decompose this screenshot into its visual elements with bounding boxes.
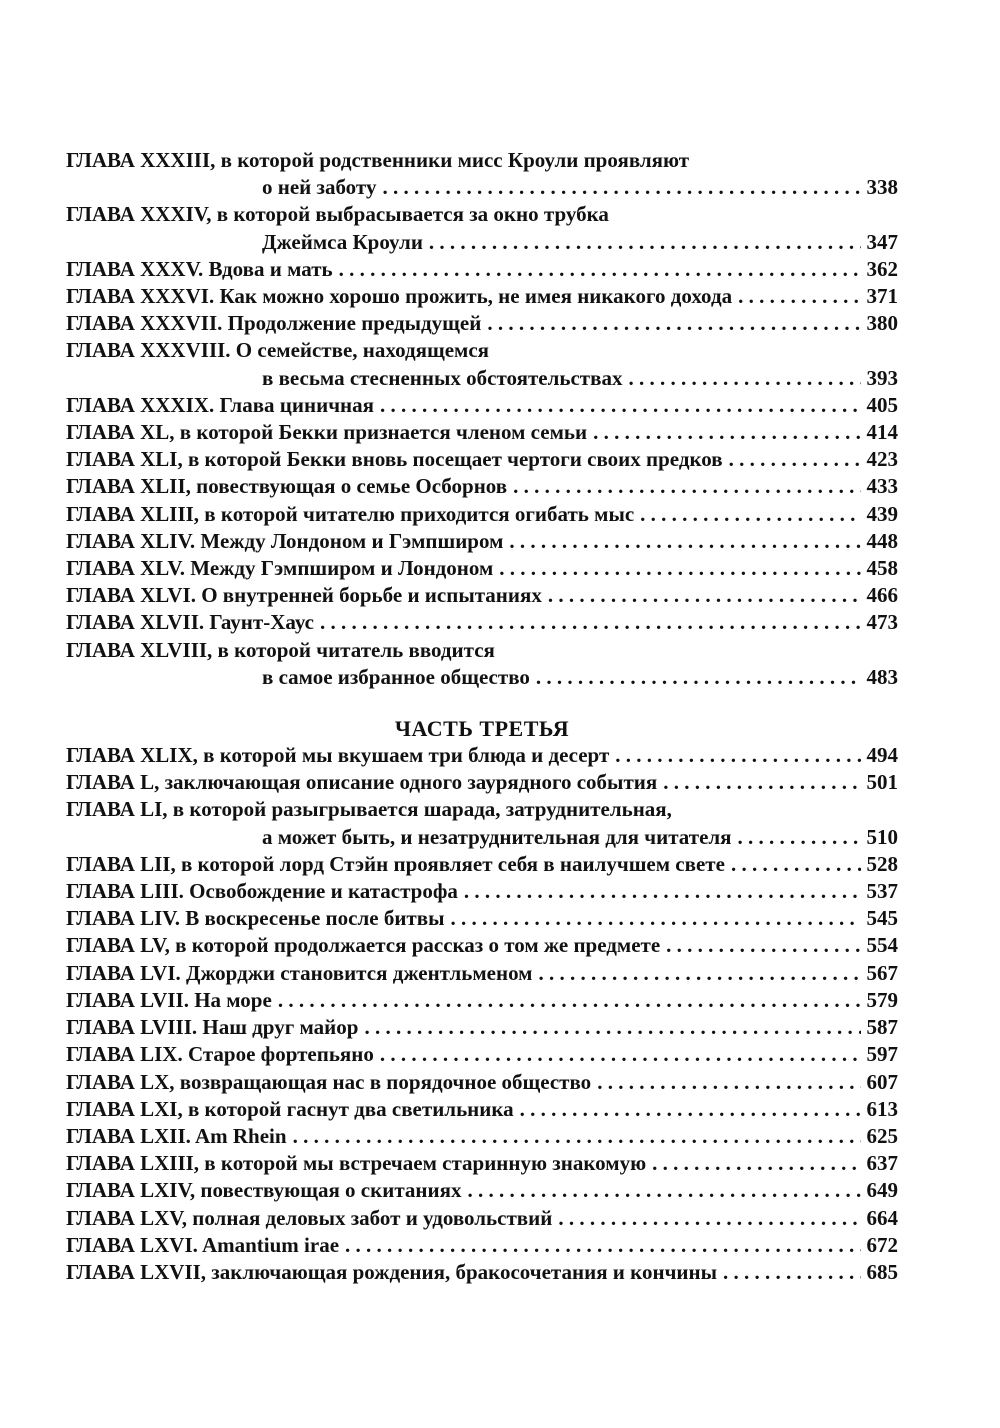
toc-page-number: 528 (866, 851, 898, 876)
toc-entry-title: ГЛАВА LIII. Освобождение и катастрофа (66, 879, 458, 904)
toc-entry-title: ГЛАВА LXII. Am Rhein (66, 1123, 287, 1148)
dot-leader (729, 446, 861, 473)
dot-leader (628, 365, 860, 392)
toc-entry-line (66, 742, 898, 769)
toc-entry (66, 283, 898, 310)
toc-entry-title: ГЛАВА LI, в которой разыгрывается шарада, затруднительная, (66, 797, 672, 822)
toc-page-number: 423 (866, 447, 898, 472)
toc-entry (66, 256, 898, 283)
dot-leader (536, 664, 861, 691)
toc-page-number: 597 (866, 1042, 898, 1067)
toc-page-number: 473 (866, 610, 898, 635)
toc-entry-title: ГЛАВА LXV, полная деловых забот и удовольствий (66, 1205, 553, 1230)
toc-page-number: 433 (866, 474, 898, 499)
toc-entry-continuation: Джеймса Кроули (262, 229, 423, 254)
toc-entry-line (66, 1123, 898, 1150)
toc-entry-title: ГЛАВА XLVII. Гаунт-Хаус (66, 610, 314, 635)
toc-entry (66, 555, 898, 582)
toc-entry (66, 769, 898, 796)
dot-leader (513, 473, 860, 500)
toc-entry (66, 932, 898, 959)
toc-entry (66, 392, 898, 419)
toc-page-number: 347 (866, 229, 898, 254)
toc-entry (66, 501, 898, 528)
toc-entry-line (66, 528, 898, 555)
toc-entry (66, 742, 898, 769)
toc-page-number: 501 (866, 770, 898, 795)
toc-entry-line (66, 1259, 898, 1286)
toc-page-number: 554 (866, 933, 898, 958)
toc-page-number: 338 (866, 175, 898, 200)
toc-entry-title: ГЛАВА XXXVIII. О семействе, находящемся (66, 338, 490, 363)
toc-entry (66, 609, 898, 636)
dot-leader (429, 229, 861, 256)
toc-entry-line (66, 555, 898, 582)
toc-entry-continuation: о ней заботу (262, 175, 377, 200)
toc-page-number: 649 (866, 1178, 898, 1203)
dot-leader (666, 932, 860, 959)
dot-leader (382, 174, 860, 201)
toc-entry-line (66, 1232, 898, 1259)
toc-entry-title: ГЛАВА LV, в которой продолжается рассказ о том же предмете (66, 933, 661, 958)
toc-page-number: 439 (866, 501, 898, 526)
toc-entry-continuation: а может быть, и незатруднительная для читателя (262, 824, 732, 849)
toc-page-number: 448 (866, 528, 898, 553)
toc-page-number: 483 (866, 664, 898, 689)
dot-leader (652, 1150, 860, 1177)
dot-leader (339, 256, 861, 283)
toc-entry-title: ГЛАВА LXVI. Amantium irae (66, 1232, 340, 1257)
toc-entry-line (66, 310, 898, 337)
toc-page-number: 466 (866, 583, 898, 608)
toc-entry (66, 878, 898, 905)
toc-entry-line (66, 392, 898, 419)
dot-leader (738, 283, 860, 310)
toc-entry-title: ГЛАВА XLVI. О внутренней борьбе и испытаниях (66, 583, 542, 608)
dot-leader (509, 528, 860, 555)
toc-entry (66, 147, 898, 201)
toc-entry (66, 419, 898, 446)
toc-entry-line (66, 905, 898, 932)
toc-entry-title: ГЛАВА XLIII, в которой читателю приходится огибать мыс (66, 501, 635, 526)
toc-page-number: 458 (866, 556, 898, 581)
dot-leader (487, 310, 860, 337)
toc-page-number: 362 (866, 256, 898, 281)
toc-entry-line (66, 174, 898, 201)
dot-leader (450, 905, 860, 932)
dot-leader (738, 824, 861, 851)
toc-entry (66, 1069, 898, 1096)
toc-page-number: 625 (866, 1123, 898, 1148)
toc-entry (66, 201, 898, 255)
toc-entry-title: ГЛАВА XXXIII, в которой родственники мисс Кроули проявляют (66, 148, 690, 172)
dot-leader (467, 1177, 860, 1204)
toc-page-number: 545 (866, 906, 898, 931)
toc-entry-line (66, 1150, 898, 1177)
toc-entry-title: ГЛАВА LIX. Старое фортепьяно (66, 1042, 374, 1067)
toc-entry-title: ГЛАВА XXXV. Вдова и мать (66, 256, 333, 281)
toc-entry (66, 1041, 898, 1068)
toc-page-number: 405 (866, 392, 898, 417)
toc-page-number: 567 (866, 960, 898, 985)
dot-leader (293, 1123, 861, 1150)
toc-entry-title: ГЛАВА LX, возвращающая нас в порядочное общество (66, 1069, 592, 1094)
dot-leader (345, 1232, 860, 1259)
toc-entry-title: ГЛАВА LXIII, в которой мы встречаем старинную знакомую (66, 1151, 647, 1176)
toc-entry (66, 1232, 898, 1259)
toc-entry-line (66, 283, 898, 310)
toc-entry-title: ГЛАВА XLII, повествующая о семье Осборнов (66, 474, 508, 499)
section-title-part-three: ЧАСТЬ ТРЕТЬЯ (394, 716, 570, 742)
toc-entry-title: ГЛАВА XXXIV, в которой выбрасывается за окно трубка (66, 202, 609, 227)
toc-entry (66, 1205, 898, 1232)
toc-entry (66, 582, 898, 609)
toc-entry-title: ГЛАВА XLIX, в которой мы вкушаем три блюда и десерт (66, 743, 610, 768)
toc-page-number: 607 (866, 1069, 898, 1094)
dot-leader (380, 1041, 861, 1068)
toc-entry-line (66, 256, 898, 283)
toc-entry (66, 637, 898, 691)
dot-leader (499, 555, 860, 582)
dot-leader (723, 1259, 860, 1286)
toc-entry-line (66, 609, 898, 636)
toc-entry-continuation: в весьма стесненных обстоятельствах (262, 365, 623, 390)
toc-entry (66, 905, 898, 932)
toc-page-number: 685 (866, 1259, 898, 1284)
toc-entry (66, 337, 898, 391)
dot-leader (320, 609, 861, 636)
toc-entry-title: ГЛАВА XXXVII. Продолжение предыдущей (66, 311, 482, 336)
toc-entry-title: ГЛАВА LXI, в которой гаснут два светильника (66, 1096, 514, 1121)
toc-entry-line (66, 1096, 898, 1123)
toc-entry-title: ГЛАВА XLIV. Между Лондоном и Гэмпширом (66, 528, 504, 553)
toc-entry-title: ГЛАВА LXIV, повествующая о скитаниях (66, 1178, 462, 1203)
toc-entry (66, 1123, 898, 1150)
toc-page-number: 637 (866, 1151, 898, 1176)
toc-page-number: 672 (866, 1232, 898, 1257)
toc-entry (66, 1177, 898, 1204)
part-three-entries (66, 742, 898, 1286)
toc-entry (66, 960, 898, 987)
toc-entry-line (66, 878, 898, 905)
toc-page-number: 587 (866, 1015, 898, 1040)
dot-leader (558, 1205, 860, 1232)
toc-entry-title: ГЛАВА LII, в которой лорд Стэйн проявляет себя в наилучшем свете (66, 851, 725, 876)
toc-entry-line (66, 987, 898, 1014)
toc-entry-line (66, 960, 898, 987)
toc-page-number: 579 (866, 987, 898, 1012)
toc-entry-title: ГЛАВА XLVIII, в которой читатель вводится (66, 637, 495, 662)
dot-leader (615, 742, 860, 769)
toc-entry-title: ГЛАВА LIV. В воскресенье после битвы (66, 906, 445, 931)
toc-entry (66, 1259, 898, 1286)
toc-entry-line (66, 1177, 898, 1204)
part-two-entries (66, 147, 898, 691)
toc-entry-line (66, 1069, 898, 1096)
toc-page-number: 494 (866, 743, 898, 768)
toc-page-number: 371 (866, 284, 898, 309)
toc-entry-title: ГЛАВА XL, в которой Бекки признается членом семьи (66, 420, 588, 445)
toc-entry-title: ГЛАВА LVI. Джорджи становится джентльменом (66, 960, 533, 985)
toc-entry-title: ГЛАВА XXXVI. Как можно хорошо прожить, не имея никакого дохода (66, 284, 733, 309)
dot-leader (663, 769, 860, 796)
toc-entry (66, 310, 898, 337)
dot-leader (593, 419, 860, 446)
toc-entry-line (66, 365, 898, 392)
toc-entry (66, 473, 898, 500)
toc-entry (66, 1150, 898, 1177)
toc-entry-line (66, 1041, 898, 1068)
dot-leader (364, 1014, 860, 1041)
toc-entry-title: ГЛАВА LVIII. Наш друг майор (66, 1015, 359, 1040)
toc-entry (66, 851, 898, 878)
toc-page-number: 613 (866, 1096, 898, 1121)
toc-entry-line (66, 501, 898, 528)
toc-entry (66, 796, 898, 850)
toc-page-number: 393 (866, 365, 898, 390)
toc-page-number: 537 (866, 879, 898, 904)
toc-entry-line (66, 664, 898, 691)
dot-leader (548, 582, 861, 609)
toc-entry-line (66, 851, 898, 878)
toc-entry-line (66, 473, 898, 500)
toc-entry (66, 1014, 898, 1041)
dot-leader (278, 987, 861, 1014)
toc-entry-line (66, 229, 898, 256)
toc-entry-line (66, 582, 898, 609)
toc-entry-title: ГЛАВА XLI, в которой Бекки вновь посещает чертоги своих предков (66, 447, 723, 472)
toc-page-number: 510 (866, 824, 898, 849)
toc-entry (66, 1096, 898, 1123)
toc-entry-title: ГЛАВА L, заключающая описание одного заурядного события (66, 770, 658, 795)
toc-page-number: 414 (866, 420, 898, 445)
dot-leader (731, 851, 861, 878)
toc-page-number: 380 (866, 311, 898, 336)
toc-entry-title: ГЛАВА LXVII, заключающая рождения, бракосочетания и кончины (66, 1259, 718, 1284)
toc-entry (66, 987, 898, 1014)
dot-leader (464, 878, 861, 905)
toc-entry-line (66, 932, 898, 959)
toc-page-number: 664 (866, 1205, 898, 1230)
dot-leader (539, 960, 861, 987)
toc-entry-line (66, 419, 898, 446)
toc-entry-title: ГЛАВА LVII. На море (66, 987, 272, 1012)
toc-entry-line (66, 769, 898, 796)
toc-entry-continuation: в самое избранное общество (262, 664, 530, 689)
dot-leader (380, 392, 860, 419)
toc-entry-title: ГЛАВА XLV. Между Гэмпширом и Лондоном (66, 556, 494, 581)
dot-leader (520, 1096, 861, 1123)
toc-entry-line (66, 446, 898, 473)
toc-entry (66, 446, 898, 473)
dot-leader (597, 1069, 860, 1096)
toc-entry-line (66, 1205, 898, 1232)
dot-leader (640, 501, 860, 528)
table-of-contents (66, 147, 898, 1286)
toc-entry-line (66, 824, 898, 851)
toc-entry-title: ГЛАВА XXXIX. Глава циничная (66, 392, 375, 417)
toc-entry-line (66, 1014, 898, 1041)
toc-entry (66, 528, 898, 555)
